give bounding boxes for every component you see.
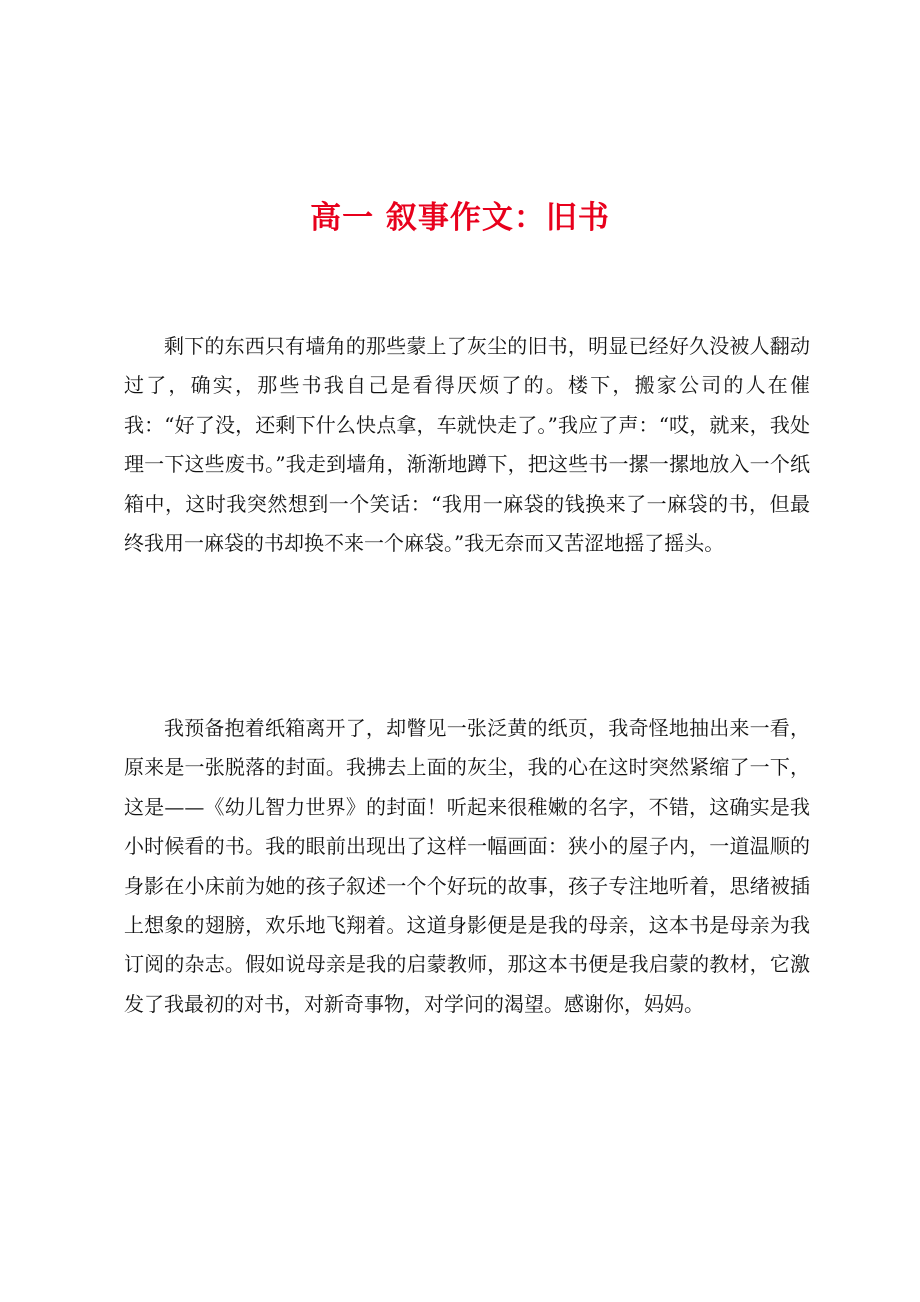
paragraph-1: 剩下的东西只有墙角的那些蒙上了灰尘的旧书，明显已经好久没被人翻动过了，确实，那些书我自己是看得厌烦了的。楼下，搬家公司的人在催我：“好了没，还剩下什么快点拿，车就快走了。”我应了声：“哎，就来，我处理一下这些废书。”我走到墙角，渐渐地蹲下，把这些书一摞一摞地放入一个纸箱中，这时我突然想到一个笑话：“我用一麻袋的钱换来了一麻袋的书，但最终我用一麻袋的书却换不来一个麻袋。”我无奈而又苦涩地摇了摇头。 xyxy=(124,334,810,556)
document-title: 高一 叙事作文：旧书 xyxy=(310,200,610,236)
paragraph-2: 我预备抱着纸箱离开了，却瞥见一张泛黄的纸页，我奇怪地抽出来一看，原来是一张脱落的封面。我拂去上面的灰尘，我的心在这时突然紧缩了一下，这是——《幼儿智力世界》的封面！听起来很稚嫩的名字，不错，这确实是我小时候看的书。我的眼前出现出了这样一幅画面：狭小的屋子内，一道温顺的身影在小床前为她的孩子叙述一个个好玩的故事，孩子专注地听着，思绪被插上想象的翅膀，欢乐地飞翔着。这道身影便是是我的母亲，这本书是母亲为我订阅的杂志。假如说母亲是我的启蒙教师，那这本书便是我启蒙的教材，它激发了我最初的对书，对新奇事物，对学问的渴望。感谢你，妈妈。 xyxy=(124,716,810,1016)
